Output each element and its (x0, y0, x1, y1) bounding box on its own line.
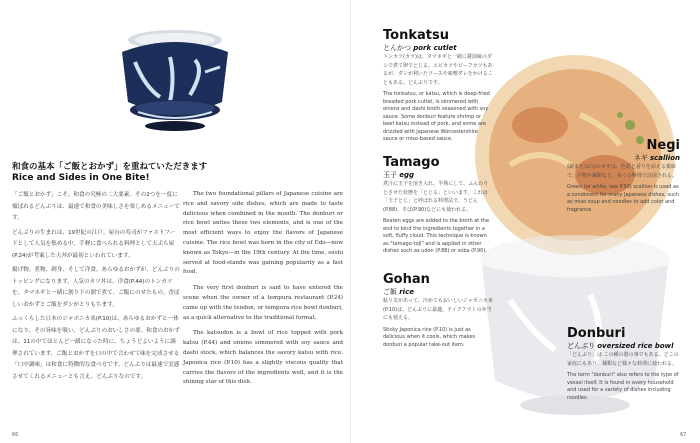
section-title-en: Rice and Sides in One Bite! (12, 173, 150, 183)
text-en-donburi: The term "donburi" also refers to the type of vessel itself. It is found in every household and used for a variety of dishes including noodles. (567, 372, 679, 401)
subheading-gohan: ご飯 rice (383, 288, 414, 296)
text-jp-negi: 緑(または白)のネギは、色彩と香りを添える薬味で、汁物や麺類など、多くの料理で活用される。 (567, 164, 677, 179)
section-tamago (383, 155, 493, 256)
jp-paragraph: ふっくらした日本のジャポニカ米(P.10)は、あらゆるおかずと一体になり、その旨味を吸い、どんぶりのおいしさの要。和食のおかずは、11の中でほとんど一緒になった時に、ちょうどよいように調理されています。ご飯とおかずを口の中で合わせて味を完成させる「口中調味」は和食に特徴的な食べ方です。どんぶりは最速で実感させてくれるメニューとも言え、どんぶりなのです。 (12, 316, 180, 380)
section-title-jp: 和食の基本「ご飯とおかず」を重ねていただきます (12, 162, 208, 172)
page-number-left: 66 (12, 432, 19, 438)
subheading-negi: ネギ scallion (633, 154, 680, 162)
heading-gohan: Gohan (383, 272, 430, 287)
heading-negi: Negi (646, 138, 680, 153)
section-negi (567, 138, 680, 214)
heading-tamago: Tamago (383, 155, 440, 170)
text-jp-tonkatsu: トンカツ(カツ)は、タマネギと一緒に醤油味のダシで煮て卵でとじる。エビカツやビーフカツもあるが、ダシが利いたソースや味噌ダレをかけることもある。どんぶりです。 (383, 54, 493, 86)
heading-tonkatsu: Tonkatsu (383, 28, 449, 43)
subheading-tonkatsu: とんかつ pork cutlet (383, 44, 457, 52)
text-en-negi: Green (or white, see P.50) scallion is used as a condiment for many Japanese dishes, such as miso soup and noodles to add color and fragrance. (567, 184, 680, 213)
japanese-body-column (12, 190, 180, 386)
text-en-tonkatsu: The tonkatsu, or katsu, which is deep-fried breaded pork cutlet, is simmered with onions and dashi broth seasoned with soy sauce. Some donburi feature shrimp or beef katsu instead of pork, and some are drizzled with Japanese Worcestershire sauce or miso-based sauce. (383, 91, 490, 142)
jp-paragraph: どんぶりの生まれは、19世紀の江戸。屋台の寿司がファストフードとして人気を集める中、手軽に食べられる料理として天ぷら屋(P.24)が考案した天丼が最初といわれています。 (12, 229, 176, 259)
text-en-gohan: Sticky Japonica rice (P.10) is just as delicious when it cools, which makes donburi a popular take-out item. (383, 326, 476, 348)
donburi-bowl-illustration (100, 22, 250, 142)
jp-paragraph: 「ご飯とおかず」こそ、和食の究極の二大要素。その2つを一度に頬ばれるどんぶりは、最速で和食の美味しさを楽しめるメニューです。 (12, 192, 180, 221)
text-jp-donburi: 「どんぶり」は この種の器の事でもある。どこの家庭にもあり、麺類など様々な料理に使われる。 (567, 352, 679, 367)
text-en-tamago: Beaten eggs are added to the broth at the end to bind the ingredients together in a soft, fluffy cloud. This technique is known as "tamago-toji" and is applied in other dishes such as udon (P.88) or soba (P.90). (383, 218, 490, 254)
english-body-column (183, 190, 343, 394)
section-tonkatsu (383, 28, 493, 144)
page-gutter (350, 0, 351, 443)
en-paragraph: The very first donburi is said to have entered the scene when the owner of a tempura restaurant (P.24) came up with the tendon, or tempura rice bowl donburi, as a quick alternative to the traditional format. (183, 285, 343, 321)
section-gohan (383, 272, 493, 349)
jp-paragraph: 揚げ物、煮物、刺身、そして洋食。あらゆるおかずが、どんぶりのトッピングになります。人気のカツ丼は、洋食(P.44)のトンカツを、タマネギと一緒に割り下の溜で煮て、ご飯にのせたもの。香ばしいおかずとご飯をダシがとりもちます。 (12, 267, 180, 308)
page-number-right: 67 (680, 432, 687, 438)
text-jp-gohan: 粘り気があって、冷めてもおいしいジャポニカ米(P.10)は、どんぶりに最適。テイクアウトの弁当にも使える。 (383, 298, 493, 321)
subheading-tamago: 玉子 egg (383, 171, 415, 179)
subheading-donburi: どんぶり oversized rice bowl (567, 342, 674, 350)
heading-donburi: Donburi (567, 326, 626, 341)
section-donburi (567, 326, 680, 402)
en-paragraph: The katsudon is a bowl of rice topped with pork katsu (P.44) and onions simmered with soy sauce and dashi stock, which balances the savory katsu with rice. Japonica rice (P.10) has a slightly viscous quality that carries the flavors of the ingredients well, and it is the shining star of this dish. (183, 330, 343, 386)
text-jp-tamago: 煮汁に玉子を溶き入れ、半熟にして、ふんわりとさせた状態を「とじる」といいます。これは「玉子とじ」と呼ばれる料理法で、うどん(P.88)、そば(P.90)などにも使われる。 (383, 181, 489, 213)
en-paragraph: The two foundational pillars of Japanese cuisine are rice and savory side dishes, which are made to taste delicious when combined in the mouth. The donburi or rice bowl unites these two elements, and is one of the most efficient ways to enjoy the flavors of Japanese cuisine. The rice bowl was born in the city of Edo—now known as Tokyo—in the 19th century. At the time, sushi served at food-stands was gaining popularity as a fast food. (183, 191, 343, 276)
